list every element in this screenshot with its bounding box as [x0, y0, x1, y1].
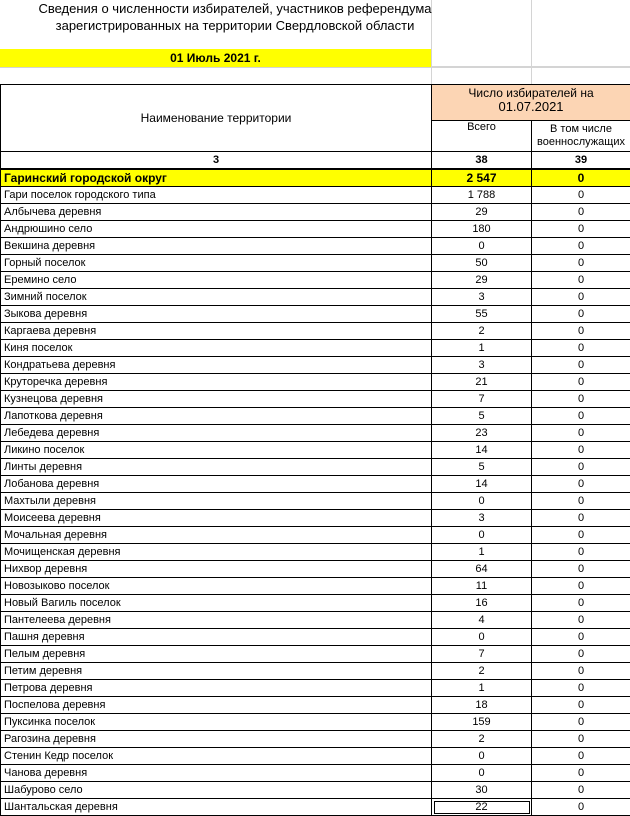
header-name-column[interactable]: Наименование территории	[1, 85, 432, 152]
military-cell[interactable]: 0	[532, 629, 630, 646]
territory-name-cell[interactable]: Моисеева деревня	[1, 510, 432, 527]
territory-name-cell[interactable]: Пашня деревня	[1, 629, 432, 646]
territory-name-cell[interactable]: Лебедева деревня	[1, 425, 432, 442]
table-row	[1, 578, 630, 595]
total-cell[interactable]: 21	[432, 374, 532, 391]
header-military-line1: В том числе	[535, 123, 627, 136]
territory-name-cell[interactable]: Еремино село	[1, 272, 432, 289]
territory-name-cell[interactable]: Махтыли деревня	[1, 493, 432, 510]
column-number-total[interactable]: 38	[432, 152, 532, 170]
table-row	[1, 697, 630, 714]
military-cell[interactable]: 0	[532, 323, 630, 340]
table-row	[1, 204, 630, 221]
table-row	[1, 289, 630, 306]
table-row	[1, 629, 630, 646]
header-total-column[interactable]: Всего	[432, 121, 532, 152]
territory-name-cell[interactable]: Шантальская деревня	[1, 799, 432, 816]
table-row	[1, 408, 630, 425]
table-row	[1, 680, 630, 697]
total-cell[interactable]: 5	[432, 408, 532, 425]
total-cell[interactable]: 29	[432, 272, 532, 289]
territory-name-cell[interactable]: Каргаева деревня	[1, 323, 432, 340]
territory-name-cell[interactable]: Пуксинка поселок	[1, 714, 432, 731]
military-cell[interactable]: 0	[532, 680, 630, 697]
military-cell[interactable]: 0	[532, 663, 630, 680]
military-cell[interactable]: 0	[532, 391, 630, 408]
table-row	[1, 459, 630, 476]
territory-name-cell[interactable]: Лобанова деревня	[1, 476, 432, 493]
table-row	[1, 612, 630, 629]
total-cell[interactable]: 1	[432, 340, 532, 357]
total-cell[interactable]: 23	[432, 425, 532, 442]
military-cell[interactable]: 0	[532, 714, 630, 731]
territory-name-cell[interactable]: Векшина деревня	[1, 238, 432, 255]
gridline	[531, 0, 532, 84]
table-row	[1, 357, 630, 374]
military-cell[interactable]: 0	[532, 357, 630, 374]
header-group-title: Число избирателей на	[435, 86, 627, 100]
military-cell[interactable]: 0	[532, 459, 630, 476]
table-row	[1, 595, 630, 612]
territory-name-cell[interactable]: Стенин Кедр поселок	[1, 748, 432, 765]
military-cell[interactable]: 0	[532, 374, 630, 391]
table-row	[1, 748, 630, 765]
military-cell[interactable]: 0	[532, 476, 630, 493]
territory-name-cell[interactable]: Пелым деревня	[1, 646, 432, 663]
table-row	[1, 493, 630, 510]
table-row	[1, 221, 630, 238]
table-row	[1, 187, 630, 204]
header-group-voters[interactable]	[432, 85, 630, 121]
total-cell[interactable]: 0	[432, 527, 532, 544]
territory-name-cell[interactable]: Албычева деревня	[1, 204, 432, 221]
military-cell[interactable]: 0	[532, 221, 630, 238]
military-cell[interactable]: 0	[532, 306, 630, 323]
territory-name-cell[interactable]: Чанова деревня	[1, 765, 432, 782]
column-number-military[interactable]: 39	[532, 152, 630, 170]
total-cell[interactable]: 50	[432, 255, 532, 272]
military-cell[interactable]: 0	[532, 255, 630, 272]
table-row	[1, 425, 630, 442]
table-row	[1, 510, 630, 527]
total-cell[interactable]: 22	[432, 799, 532, 816]
report-title-line2: зарегистрированных на территории Свердловской области	[0, 17, 470, 34]
military-cell[interactable]: 0	[532, 731, 630, 748]
military-cell[interactable]: 0	[532, 408, 630, 425]
territory-name-cell[interactable]: Лапоткова деревня	[1, 408, 432, 425]
total-cell[interactable]: 7	[432, 391, 532, 408]
military-cell[interactable]: 0	[532, 697, 630, 714]
total-cell[interactable]: 16	[432, 595, 532, 612]
territory-name-cell[interactable]: Новый Вагиль поселок	[1, 595, 432, 612]
territory-name-cell[interactable]: Зимний поселок	[1, 289, 432, 306]
table-row	[1, 782, 630, 799]
military-cell[interactable]: 0	[532, 799, 630, 816]
territory-name-cell[interactable]: Мочищенская деревня	[1, 544, 432, 561]
territory-name-cell[interactable]: Нихвор деревня	[1, 561, 432, 578]
military-cell[interactable]: 0	[532, 493, 630, 510]
table-row	[1, 238, 630, 255]
total-cell[interactable]: 3	[432, 510, 532, 527]
military-cell[interactable]: 0	[532, 272, 630, 289]
total-cell[interactable]: 1	[432, 544, 532, 561]
military-cell[interactable]: 0	[532, 187, 630, 204]
territory-name-cell[interactable]: Поспелова деревня	[1, 697, 432, 714]
total-cell[interactable]: 159	[432, 714, 532, 731]
total-cell[interactable]: 30	[432, 782, 532, 799]
table-row	[1, 391, 630, 408]
military-cell[interactable]: 0	[532, 442, 630, 459]
total-cell[interactable]: 29	[432, 204, 532, 221]
total-cell[interactable]: 18	[432, 697, 532, 714]
header-military-line2: военнослужащих	[535, 136, 627, 149]
total-cell[interactable]: 0	[432, 765, 532, 782]
total-cell[interactable]: 2	[432, 663, 532, 680]
table-row	[1, 731, 630, 748]
territory-name-cell[interactable]: Петрова деревня	[1, 680, 432, 697]
summary-total[interactable]: 2 547	[432, 169, 532, 187]
military-cell[interactable]: 0	[532, 782, 630, 799]
summary-name[interactable]: Гаринский городской округ	[1, 169, 432, 187]
table-row	[1, 544, 630, 561]
military-cell[interactable]: 0	[532, 544, 630, 561]
military-cell[interactable]: 0	[532, 595, 630, 612]
territory-name-cell[interactable]: Пантелеева деревня	[1, 612, 432, 629]
total-cell[interactable]: 1	[432, 680, 532, 697]
territory-name-cell[interactable]: Петим деревня	[1, 663, 432, 680]
report-date[interactable]: 01 Июль 2021 г.	[0, 49, 431, 67]
territory-name-cell[interactable]: Круторечка деревня	[1, 374, 432, 391]
date-row-cells[interactable]	[431, 49, 630, 67]
territory-name-cell[interactable]: Гари поселок городского типа	[1, 187, 432, 204]
table-row	[1, 663, 630, 680]
territory-name-cell[interactable]: Андрюшино село	[1, 221, 432, 238]
table-row	[1, 799, 630, 816]
total-cell[interactable]: 7	[432, 646, 532, 663]
column-number-name[interactable]: 3	[1, 152, 432, 170]
table-row	[1, 323, 630, 340]
total-cell[interactable]: 2	[432, 323, 532, 340]
table-row	[1, 646, 630, 663]
territory-name-cell[interactable]: Линты деревня	[1, 459, 432, 476]
territory-name-cell[interactable]: Мочальная деревня	[1, 527, 432, 544]
military-cell[interactable]: 0	[532, 578, 630, 595]
territory-name-cell[interactable]: Рагозина деревня	[1, 731, 432, 748]
total-cell[interactable]: 0	[432, 748, 532, 765]
military-cell[interactable]: 0	[532, 425, 630, 442]
table-row	[1, 765, 630, 782]
total-cell[interactable]: 14	[432, 476, 532, 493]
military-cell[interactable]: 0	[532, 561, 630, 578]
military-cell[interactable]: 0	[532, 340, 630, 357]
military-cell[interactable]: 0	[532, 646, 630, 663]
table-row	[1, 255, 630, 272]
header-military-column[interactable]	[532, 121, 630, 152]
table-row	[1, 442, 630, 459]
voters-table	[0, 84, 630, 816]
military-cell[interactable]: 0	[532, 204, 630, 221]
total-cell[interactable]: 0	[432, 493, 532, 510]
table-row	[1, 476, 630, 493]
military-cell[interactable]: 0	[532, 289, 630, 306]
military-cell[interactable]: 0	[532, 510, 630, 527]
total-cell[interactable]: 5	[432, 459, 532, 476]
total-cell[interactable]: 0	[432, 629, 532, 646]
territory-name-cell[interactable]: Новозыково поселок	[1, 578, 432, 595]
table-row	[1, 714, 630, 731]
header-group-date: 01.07.2021	[435, 100, 627, 114]
territory-name-cell[interactable]: Кондратьева деревня	[1, 357, 432, 374]
total-cell[interactable]: 4	[432, 612, 532, 629]
total-cell[interactable]: 180	[432, 221, 532, 238]
table-row	[1, 527, 630, 544]
total-cell[interactable]: 14	[432, 442, 532, 459]
territory-name-cell[interactable]: Зыкова деревня	[1, 306, 432, 323]
territory-name-cell[interactable]: Кузнецова деревня	[1, 391, 432, 408]
territory-name-cell[interactable]: Горный поселок	[1, 255, 432, 272]
military-cell[interactable]: 0	[532, 527, 630, 544]
table-row	[1, 272, 630, 289]
total-cell[interactable]: 55	[432, 306, 532, 323]
total-cell[interactable]: 11	[432, 578, 532, 595]
table-row	[1, 561, 630, 578]
summary-row	[1, 169, 630, 187]
total-cell[interactable]: 3	[432, 357, 532, 374]
territory-name-cell[interactable]: Ликино поселок	[1, 442, 432, 459]
total-cell[interactable]: 2	[432, 731, 532, 748]
territory-name-cell[interactable]: Киня поселок	[1, 340, 432, 357]
report-title-line1: Сведения о численности избирателей, участников референдума	[0, 0, 470, 17]
table-row	[1, 374, 630, 391]
table-row	[1, 340, 630, 357]
summary-military[interactable]: 0	[532, 169, 630, 187]
total-cell[interactable]: 1 788	[432, 187, 532, 204]
total-cell[interactable]: 64	[432, 561, 532, 578]
total-cell[interactable]: 0	[432, 238, 532, 255]
total-cell[interactable]: 3	[432, 289, 532, 306]
territory-name-cell[interactable]: Шабурово село	[1, 782, 432, 799]
table-row	[1, 306, 630, 323]
military-cell[interactable]: 0	[532, 612, 630, 629]
military-cell[interactable]: 0	[532, 765, 630, 782]
military-cell[interactable]: 0	[532, 238, 630, 255]
row-separator	[0, 67, 630, 68]
military-cell[interactable]: 0	[532, 748, 630, 765]
